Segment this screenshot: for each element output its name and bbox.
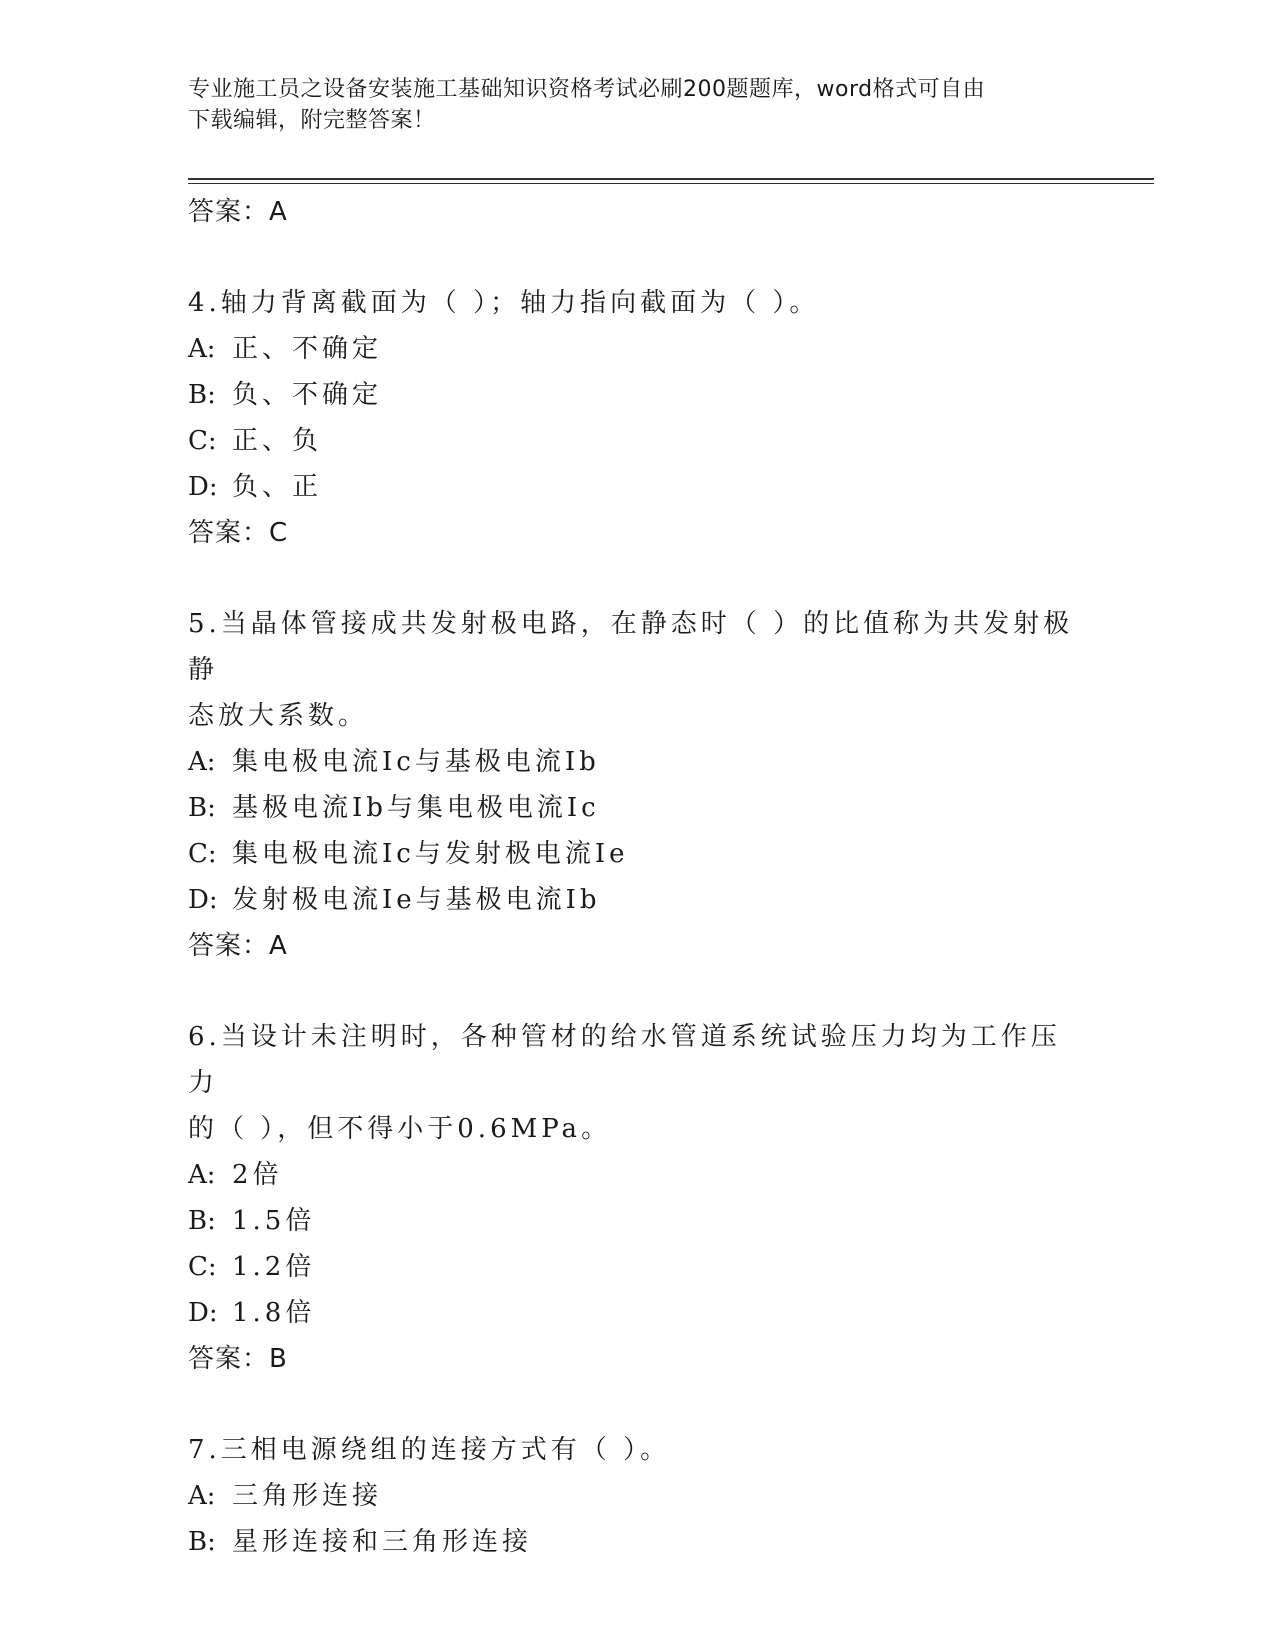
option-letter: C:	[188, 839, 217, 869]
option-b	[188, 1198, 1088, 1244]
option-letter: A:	[188, 747, 216, 777]
option-text: 基极电流Ib与集电极电流Ic	[232, 793, 600, 823]
option-d	[188, 464, 1088, 510]
option-letter: D:	[188, 1298, 218, 1328]
option-c	[188, 1244, 1088, 1290]
question-list	[188, 189, 1088, 1565]
option-letter: C:	[188, 426, 217, 456]
option-b	[188, 785, 1088, 831]
header-line-2: 下载编辑，附完整答案！	[188, 108, 436, 133]
option-a	[188, 1473, 1088, 1519]
stem-line: 4.轴力背离截面为（ ）；轴力指向截面为（ ）。	[188, 288, 820, 318]
option-letter: B:	[188, 1206, 216, 1236]
option-letter: A:	[188, 1481, 216, 1511]
option-letter: D:	[188, 472, 218, 502]
option-letter: D:	[188, 885, 218, 915]
option-text: 发射极电流Ie与基极电流Ib	[232, 885, 601, 915]
option-a	[188, 739, 1088, 785]
header-line-1: 专业施工员之设备安装施工基础知识资格考试必刷200题题库，word格式可自由	[188, 77, 986, 102]
option-text: 1.2倍	[232, 1252, 316, 1282]
option-c	[188, 418, 1088, 464]
question-stem	[188, 1427, 1088, 1473]
page-header	[188, 74, 1088, 136]
option-text: 正、负	[232, 426, 323, 456]
option-a	[188, 1152, 1088, 1198]
stem-line: 7.三相电源绕组的连接方式有（ ）。	[188, 1435, 671, 1465]
option-letter: A:	[188, 1160, 216, 1190]
stem-line: 5.当晶体管接成共发射极电路，在静态时（ ）的比值称为共发射极静	[188, 609, 1074, 685]
question-block	[188, 1014, 1088, 1382]
question-block	[188, 280, 1088, 556]
option-a	[188, 326, 1088, 372]
option-text: 1.5倍	[232, 1206, 316, 1236]
option-b	[188, 372, 1088, 418]
question-stem	[188, 280, 1088, 326]
option-letter: B:	[188, 380, 216, 410]
option-text: 集电极电流Ic与基极电流Ib	[232, 747, 600, 777]
option-d	[188, 877, 1088, 923]
question-stem	[188, 1014, 1088, 1152]
option-text: 1.8倍	[232, 1298, 316, 1328]
question-block	[188, 1427, 1088, 1565]
option-text: 三角形连接	[232, 1481, 383, 1511]
spacer	[188, 969, 1088, 1014]
spacer	[188, 556, 1088, 601]
option-text: 负、正	[232, 472, 323, 502]
option-d	[188, 1290, 1088, 1336]
option-letter: B:	[188, 1527, 216, 1557]
answer-line: 答案：C	[188, 518, 289, 548]
answer-line: 答案：A	[188, 931, 288, 961]
answer-line: 答案：B	[188, 1344, 288, 1374]
question-stem	[188, 601, 1088, 739]
option-text: 集电极电流Ic与发射极电流Ie	[232, 839, 629, 869]
spacer	[188, 1382, 1088, 1427]
option-letter: A:	[188, 334, 216, 364]
option-letter: B:	[188, 793, 216, 823]
option-b	[188, 1519, 1088, 1565]
spacer	[188, 235, 1088, 280]
stem-line: 态放大系数。	[188, 701, 369, 731]
stem-line: 6.当设计未注明时，各种管材的给水管道系统试验压力均为工作压力	[188, 1022, 1061, 1098]
option-text: 正、不确定	[232, 334, 383, 364]
option-text: 负、不确定	[232, 380, 383, 410]
header-divider	[188, 178, 1154, 184]
question-block	[188, 601, 1088, 969]
option-c	[188, 831, 1088, 877]
option-text: 2倍	[232, 1160, 283, 1190]
stem-line: 的（ ），但不得小于0.6MPa。	[188, 1114, 612, 1144]
option-text: 星形连接和三角形连接	[232, 1527, 533, 1557]
answer-line: 答案：A	[188, 197, 288, 227]
option-letter: C:	[188, 1252, 217, 1282]
